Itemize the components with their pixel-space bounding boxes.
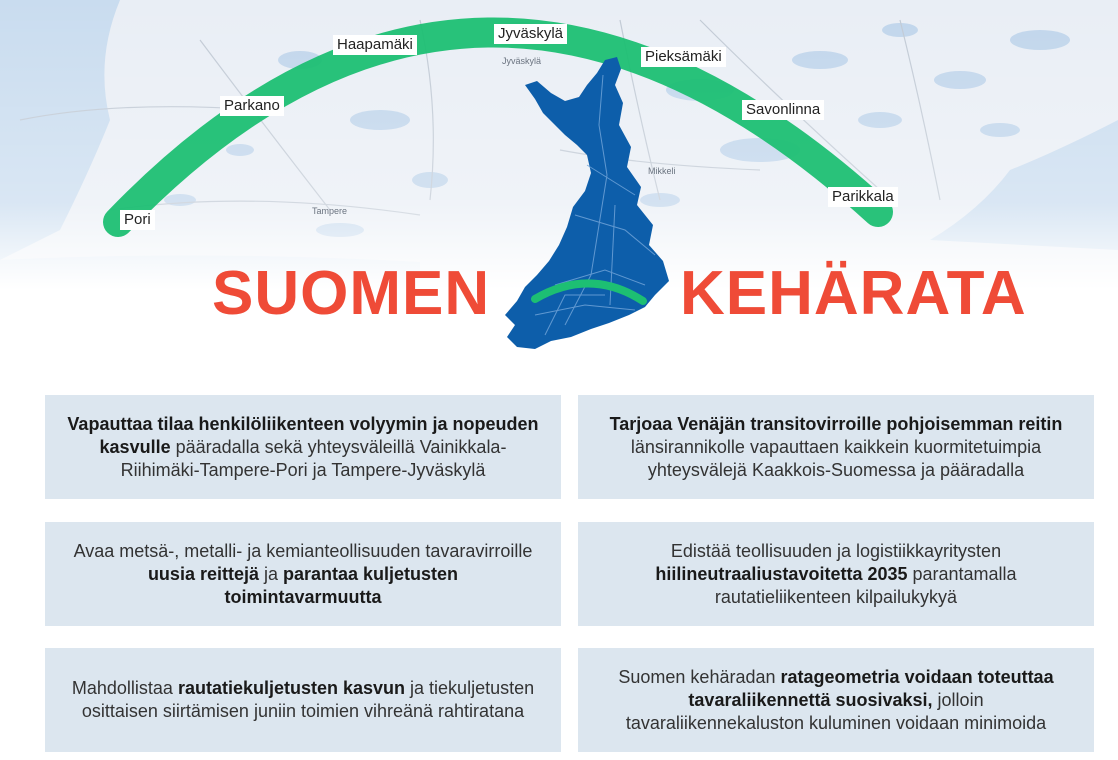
card-text: parantamalla rautatieliikenteen kilpailukykyä [714,563,1017,607]
info-card-text [600,666,1072,735]
map-label-mikkeli: Mikkeli [648,166,676,176]
card-text: ja tiekuljetusten osittaisen siirtämisen juniin toimien vihreänä rahtiratana [81,678,535,721]
card-text: Edistää teollisuuden ja logistiikkayritysten [670,540,1002,561]
station-parikkala: Parikkala [828,187,898,207]
info-card [578,395,1094,499]
card-text: pääradalla sekä yhteysväleillä Vainikkala-Riihimäki-Tampere-Pori ja Tampere-Jyväskylä [120,436,507,480]
info-card [578,648,1094,752]
info-card-text [600,413,1072,482]
info-card [45,395,561,499]
info-card [578,522,1094,626]
info-card-text [67,540,539,609]
card-text: länsirannikolle vapauttaen kaikkein kuormitetuimpia yhteysvälejä Kaakkois-Suomessa ja pääradalla [630,436,1042,480]
info-card-text [67,413,539,482]
card-bold-text: uusia reittejä [147,563,259,584]
station-pieksamaki: Pieksämäki [641,47,726,67]
station-jyvaskyla: Jyväskylä [494,24,567,44]
station-parkano: Parkano [220,96,284,116]
card-bold-text: Vapauttaa tilaa henkilöliikenteen volyymin ja nopeuden kasvulle [67,413,539,457]
station-haapamaki: Haapamäki [333,35,417,55]
card-text: Suomen kehäradan [618,666,781,687]
card-text: Avaa metsä-, metalli- ja kemianteollisuuden tavaravirroille [73,540,533,561]
map-label-tampere: Tampere [312,206,348,216]
info-card-text [600,540,1072,609]
card-bold-text: rautatiekuljetusten kasvun [177,678,406,698]
card-bold-text: parantaa kuljetusten toimintavarmuutta [224,563,459,607]
card-bold-text: ratageometria voidaan toteuttaa tavaraliikennettä suosivaksi, [688,666,1054,710]
title-word-suomen: SUOMEN [212,259,491,328]
finland-map-icon [495,55,680,355]
info-card-text [67,677,539,723]
card-text: ja [258,563,283,584]
info-card [45,522,561,626]
card-bold-text: Tarjoaa Venäjän transitovirroille pohjoisemman reitin [609,413,1063,434]
card-text: jolloin tavaraliikennekaluston kuluminen voidaan minimoida [625,689,1047,733]
card-bold-text: hiilineutraaliustavoitetta 2035 [655,563,908,584]
card-text: Mahdollistaa [71,678,178,698]
info-card [45,648,561,752]
station-pori: Pori [120,210,155,230]
title-word-keharata: KEHÄRATA [680,259,1027,328]
station-savonlinna: Savonlinna [742,100,824,120]
map-label-jyvaskyla: Jyväskylä [502,56,542,66]
